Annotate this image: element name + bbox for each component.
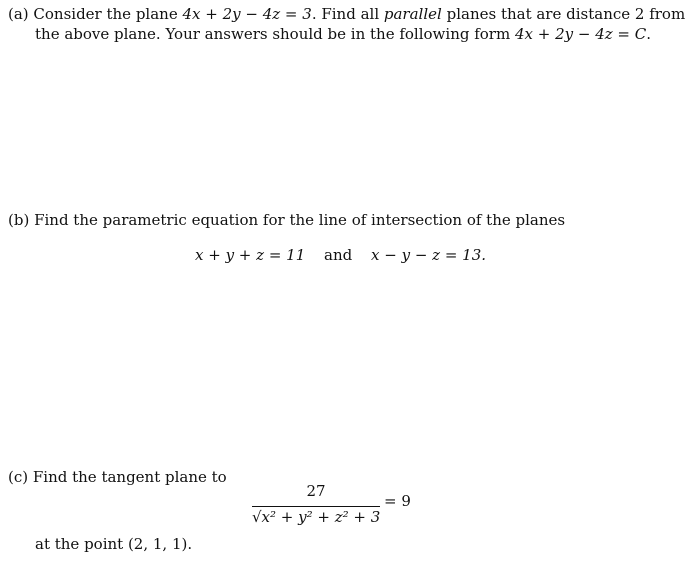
part-b-equation-1: x + y + z = 11 <box>195 246 306 264</box>
part-c-numerator: 27 <box>306 482 326 500</box>
part-c-fraction <box>252 482 380 528</box>
part-a-prefix: (a) Consider the plane <box>8 5 183 23</box>
part-b-equations <box>195 245 486 265</box>
part-b-and: and <box>324 246 353 264</box>
part-b-question: (b) Find the parametric equation for the line of intersection of the planes <box>8 211 566 229</box>
part-a-plane-equation: 4x + 2y − 4z = 3 <box>182 5 312 23</box>
part-c-denominator: √x² + y² + z² + 3 <box>252 508 381 526</box>
fraction-bar <box>252 506 380 507</box>
part-a-line-1 <box>8 4 685 24</box>
part-c-point: at the point (2, 1, 1). <box>35 535 193 553</box>
part-c-question: (c) Find the tangent plane to <box>8 468 227 486</box>
part-a-emphasis: parallel <box>383 5 442 23</box>
part-a-mid: . Find all <box>311 5 384 23</box>
part-a-line2-prefix: the above plane. Your answers should be in the following form <box>35 25 515 43</box>
part-a-line-2 <box>35 24 651 44</box>
part-a-form-equation: 4x + 2y − 4z = C <box>514 25 647 43</box>
part-c-rhs: = 9 <box>384 492 411 510</box>
part-b-equation-2: x − y − z = 13. <box>371 246 487 264</box>
part-a-suffix: planes that are distance 2 from <box>441 5 685 23</box>
part-a-line2-suffix: . <box>646 25 652 43</box>
